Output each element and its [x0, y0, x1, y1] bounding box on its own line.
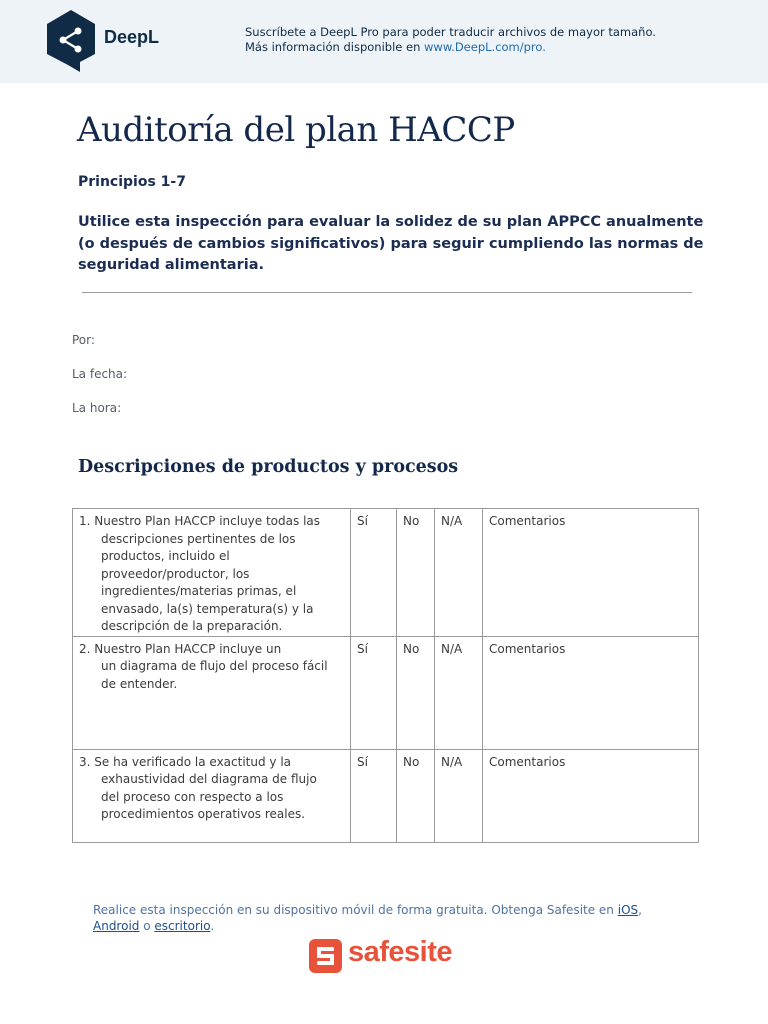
answer-no[interactable]: No [397, 509, 435, 637]
promo-line-2-suffix: . [542, 40, 546, 54]
deepl-logo-icon[interactable] [46, 10, 96, 72]
promo-line-2-prefix: Más información disponible en [245, 40, 425, 54]
divider [82, 292, 692, 293]
question-line: proveedor/productor, los [101, 566, 250, 581]
question-line: del proceso con respecto a los [101, 789, 284, 804]
answer-no[interactable]: No [397, 749, 435, 842]
comments-field[interactable]: Comentarios [483, 636, 699, 749]
answer-yes[interactable]: Sí [351, 749, 397, 842]
footer-sep-1: , [638, 903, 642, 917]
promo-line-1: Suscríbete a DeepL Pro para poder traducir archivos de mayor tamaño. [245, 25, 656, 39]
item-number: 3. [79, 754, 91, 769]
answer-no[interactable]: No [397, 636, 435, 749]
deepl-brand-name[interactable]: DeepL [104, 27, 160, 47]
document-subtitle: Principios 1-7 [78, 174, 186, 190]
field-date-label: La fecha: [72, 367, 128, 381]
item-number: 2. [79, 641, 91, 656]
comments-field[interactable]: Comentarios [483, 509, 699, 637]
footer-note [93, 902, 653, 934]
question-line: descripciones pertinentes de los [101, 531, 296, 546]
question-line: productos, incluido el [101, 549, 230, 563]
question-first-line: Nuestro Plan HACCP incluye todas las [94, 514, 321, 528]
answer-na[interactable]: N/A [435, 636, 483, 749]
item-number: 1. [79, 514, 91, 528]
question-cell [73, 749, 351, 842]
field-time-label: La hora: [72, 401, 122, 415]
question-continuation [79, 658, 344, 693]
question-cell [73, 509, 351, 637]
document-intro: Utilice esta inspección para evaluar la solidez de su plan APPCC anualmente (o después de cambios significativos) para seguir cumpliendo las normas de seguridad alimentaria. [78, 214, 704, 273]
comments-field[interactable]: Comentarios [483, 749, 699, 842]
table-row [73, 636, 699, 749]
question-continuation [79, 771, 344, 824]
question-line: ingredientes/materias primas, el [101, 584, 297, 598]
section-title: Descripciones de productos y procesos [78, 457, 459, 477]
answer-yes[interactable]: Sí [351, 636, 397, 749]
answer-yes[interactable]: Sí [351, 509, 397, 637]
deepl-promo-text [245, 25, 656, 55]
safesite-brand-name: safesite [348, 936, 453, 968]
question-line: de entender. [101, 676, 178, 691]
question-first-line: Nuestro Plan HACCP incluye un [94, 641, 282, 656]
ios-link[interactable]: iOS [617, 903, 639, 917]
table-row [73, 509, 699, 637]
safesite-logo-icon [308, 938, 343, 974]
footer-end: . [210, 919, 215, 933]
deepl-pro-link[interactable]: www.DeepL.com/pro [424, 40, 543, 54]
answer-na[interactable]: N/A [435, 749, 483, 842]
answer-na[interactable]: N/A [435, 509, 483, 637]
footer-text: Realice esta inspección en su dispositivo móvil de forma gratuita. Obtenga Safesite en [93, 903, 618, 917]
question-line: envasado, la(s) temperatura(s) y la [101, 601, 314, 616]
field-by-label: Por: [72, 333, 95, 347]
question-line: exhaustividad del diagrama de flujo [101, 772, 317, 786]
android-link[interactable]: Android [93, 919, 140, 933]
question-line: procedimientos operativos reales. [101, 807, 306, 821]
question-line: descripción de la preparación. [101, 619, 283, 633]
inspection-table [72, 508, 699, 843]
question-continuation [79, 531, 344, 636]
deepl-banner [0, 0, 768, 83]
footer-sep-2: o [139, 919, 155, 933]
question-line: un diagrama de flujo del proceso fácil [101, 659, 328, 673]
question-cell [73, 636, 351, 749]
promo-line-2 [245, 40, 656, 55]
table-row [73, 749, 699, 842]
question-first-line: Se ha verificado la exactitud y la [94, 754, 292, 769]
desktop-link[interactable]: escritorio [154, 919, 211, 933]
document-title: Auditoría del plan HACCP [77, 110, 515, 150]
